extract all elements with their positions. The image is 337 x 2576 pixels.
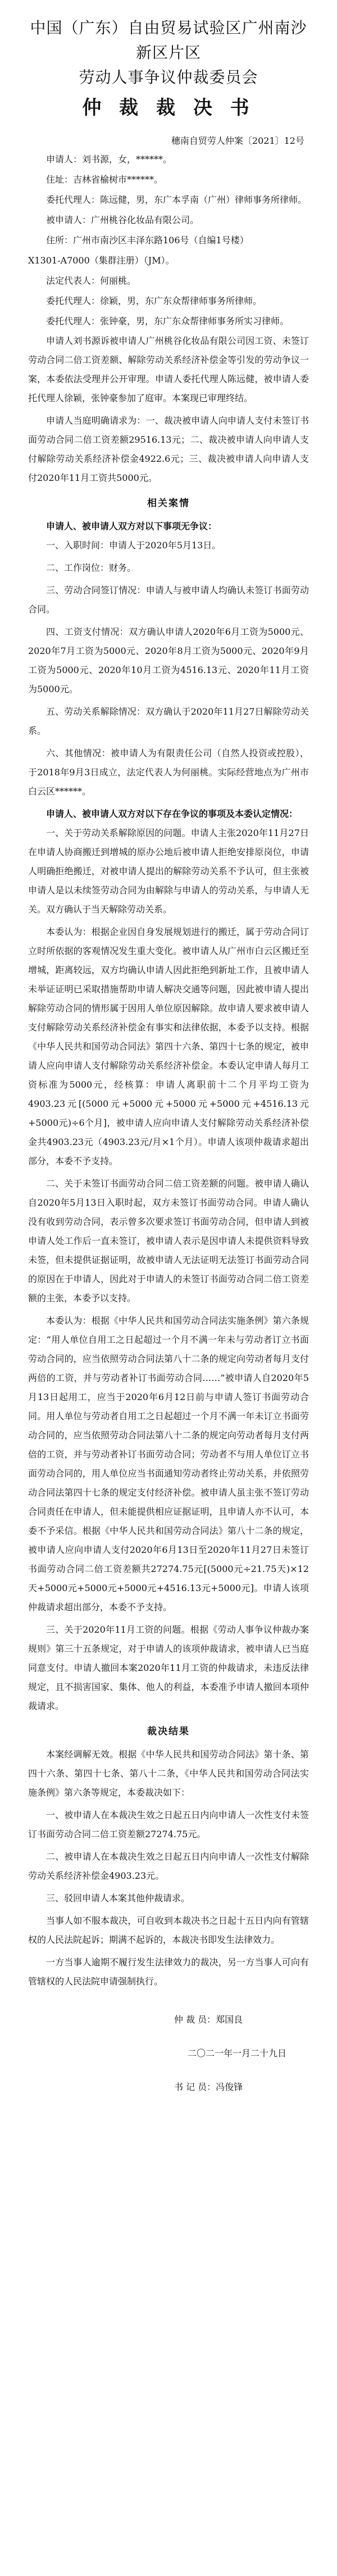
party-line: 住址：吉林省榆树市******。: [46, 174, 163, 185]
ruling-item: 当事人如不服本裁决，可自收到本裁决书之日起十五日内向有管辖权的人民法院起诉；期满不起诉的，本裁决书即发生法律效力。: [28, 1915, 309, 1945]
party-line: 法定代表人：何丽桃。: [46, 275, 136, 286]
fact-item: 四、工资支付情况：双方确认申请人2020年6月工资为5000元、2020年7月工资为5000元、2020年8月工资为5000元、2020年9月工资为5000元、2020年10月工资为4516.13元、2020年11月工资为5000元。: [28, 626, 309, 694]
intro-section: [28, 331, 309, 488]
facts-title: 相关案情: [147, 498, 190, 509]
party-line: 委托代理人：徐颖，男，东广东众帮律师事务所律师。: [46, 296, 262, 306]
fact-item: 六、其他情况：被申请人为有限责任公司（自然人投资或控股），于2018年9月3日成立，法定代表人为何丽桃。实际经营地点为广州市白云区******。: [28, 748, 309, 797]
fact-item: 一、入职时间：申请人于2020年5月13日。: [46, 540, 221, 551]
ruling-intro: 本案经调解无效。根据《中华人民共和国劳动合同法》第十条、第四十六条、第四十七条、第八十二条，《中华人民共和国劳动合同法实施条例》第六条等规定，本委裁决如下：: [28, 1749, 309, 1798]
ruling-title: 裁决结果: [147, 1726, 190, 1737]
ruling-date: 二〇二一年一月二十九日: [187, 2048, 286, 2059]
document-title: 仲 裁 裁 决 书: [82, 97, 255, 119]
rulings-list: [28, 1806, 309, 1991]
dispute-paragraph: 二、关于未签订书面劳动合同二倍工资差额的问题。被申请人确认自2020年5月13日入职时起，双方未签订书面劳动合同。申请人确认没有收到劳动合同，表示曾多次要求签订书面劳动合同，但申请人到被申请人处工作后一直未签订，被申请人表示是因申请人未提供资料导致未签，但未提供证据证明，故被申请人无法证明无法签订书面劳动合同的原因在于申请人，因此对于申请人的未签订书面劳动合同二倍工资差额的主张，本委予以支持。: [28, 1178, 309, 1303]
intro-paragraph: 申请人刘书源诉被申请人广州桃谷化妆品有限公司因工资、未签订劳动合同二倍工资差额、解除劳动关系经济补偿金等引发的劳动争议一案，本委依法受理并公开审理。申请人委托代理人陈远健，被申请人委托代理人徐颖，张钟豪参加了庭审。本案现已审理终结。: [28, 335, 309, 403]
ruling-item: 二、被申请人在本裁决生效之日起五日内向申请人一次性支付解除劳动关系经济补偿金4903.23元。: [28, 1851, 309, 1881]
dispute-paragraph: 本委认为：根据企业因自身发展规划进行的搬迁，属于劳动合同订立时所依据的客观情况发生重大变化。被申请人从广州市白云区搬迁至增城，距离较远，双方均确认申请人因此拒绝到新址工作，且被申请人未举证证明已采取措施帮助申请人解决交通等问题，因此被申请人提出解除劳动合同的情形属于因用人单位原因解除。故申请人要求被申请人支付解除劳动关系经济补偿金有事实和法律依据，本委予以支持。根据《中华人民共和国劳动合同法》第四十六条、第四十七条的规定，被申请人应向申请人支付解除劳动关系经济补偿金。本委认定申请人每月工资标准为5000元，经核算：申请人离职前十二个月平均工资为4903.23元[(5000元+5000元+5000元+5000元+4516.13元+5000元)÷6个月]，被申请人应向申请人支付解除劳动关系经济补偿金共4903.23元（4903.23元/月×1个月）。申请人该项仲裁请求超出部分，本委不予支持。: [28, 926, 309, 1166]
arbitrator-signature: 仲 裁 员：郑国良: [174, 2014, 243, 2025]
disputes-list: [28, 824, 309, 1716]
party-line: 委托代理人：张钟豪，男，东广东众帮律师事务所实习律师。: [46, 316, 289, 326]
parties-block: [28, 149, 309, 331]
fact-item: 五、劳动关系解除情况：双方确认于2020年11月27日解除劳动关系。: [28, 706, 309, 736]
party-line: 住所：广州市南沙区丰泽东路106号（自编1号楼）: [46, 235, 249, 246]
party-line: 申请人：刘书源，女，******。: [46, 154, 172, 165]
committee-name: 劳动人事争议仲裁委员会: [79, 68, 258, 87]
undisputed-heading: 申请人、被申请人双方对以下事项无争议：: [46, 521, 217, 531]
dispute-paragraph: 一、关于劳动关系解除原因的问题。申请人主张2020年11月27日在申请人协商搬迁到增城的原办公地后被申请人拒绝安排原岗位，申请人明确拒绝搬迁，对被申请人提出的解除劳动关系不予认可，但主张被申请人是以未续签劳动合同为由解除与申请人的劳动关系，与申请人无关。双方确认于当天解除劳动关系。: [28, 828, 309, 915]
party-line: 委托代理人：陈远健，男，东广本孚南（广州）律师事务所律师。: [46, 194, 307, 205]
case-number: 穗南自贸劳人仲案〔2021〕12号: [171, 135, 304, 146]
clerk-signature: 书 记 员：冯俊锋: [174, 2082, 243, 2092]
committee-region: 中国（广东）自由贸易试验区广州南沙新区片区: [30, 19, 307, 62]
ruling-item: 一方当事人逾期不履行发生法律效力的裁决，另一方当事人可向有管辖权的人民法院申请强制执行。: [28, 1957, 309, 1987]
ruling-item: 一、被申请人在本裁决生效之日起五日内向申请人一次性支付未签订书面劳动合同二倍工资差额27274.75元。: [28, 1810, 309, 1839]
dispute-paragraph: 三、关于2020年11月工资的问题。根据《劳动人事争议仲裁办案规则》第三十五条规定，对于申请人的该项仲裁请求，被申请人已当庭同意支付。申请人撤回本案2020年11月工资的仲裁请求，未违反法律规定，且不损害国家、集体、他人的利益，本委准予申请人撤回本项仲裁请求。: [28, 1624, 309, 1711]
fact-item: 二、工作岗位：财务。: [46, 562, 136, 573]
intro-paragraph: 申请人当庭明确请求为：一、裁决被申请人向申请人支付未签订书面劳动合同二倍工资差额29516.13元；二、裁决被申请人向申请人支付解除劳动关系经济补偿金4922.6元；三、裁决被申请人向申请人支付2020年11月工资共5000元。: [28, 415, 309, 483]
ruling-item: 三、驳回申请人本案其他仲裁请求。: [46, 1893, 190, 1903]
party-line: 被申请人：广州桃谷化妆品有限公司。: [46, 215, 199, 225]
party-line: X1301-A7000（集群注册）（JM）。: [28, 255, 175, 266]
dispute-heading: 申请人、被申请人双方对以下存在争议的事项及本委认定情况：: [46, 808, 298, 819]
dispute-paragraph: 本委认为：根据《中华人民共和国劳动合同法实施条例》第六条规定：“用人单位自用工之日起超过一个月不满一年未与劳动者订立书面劳动合同的，应当依照劳动合同法第八十二条的规定向劳动者每月支付两倍的工资，并与劳动者补订书面劳动合同……”被申请人自2020年5月13日起用工，应当于2020年6月12日前与申请人签订书面劳动合同。用人单位与劳动者自用工之日起超过一个月不满一年未订立书面劳动合同的，应当依照劳动合同法第八十二条的规定向劳动者每月支付两倍的工资，并与劳动者补订书面劳动合同；劳动者不与用人单位订立书面劳动合同的，用人单位应当书面通知劳动者终止劳动关系，并依照劳动合同法第四十七条的规定支付经济补偿。被申请人虽主张不签订劳动合同责任在申请人，但未能提供相应证据证明，且申请人亦不认可，本委不予采信。根据《中华人民共和国劳动合同法》第八十二条的规定，被申请人应向申请人支付2020年6月13日至2020年11月27日未签订书面劳动合同二倍工资差额共27274.75元[(5000元÷21.75天)×12天+5000元+5000元+5000元+4516.13元+5000元]。申请人该项仲裁请求超出部分，本委不予支持。: [28, 1315, 309, 1612]
fact-item: 三、劳动合同签订情况：申请人与被申请人均确认未签订书面劳动合同。: [28, 585, 309, 615]
facts-list: [28, 536, 309, 801]
